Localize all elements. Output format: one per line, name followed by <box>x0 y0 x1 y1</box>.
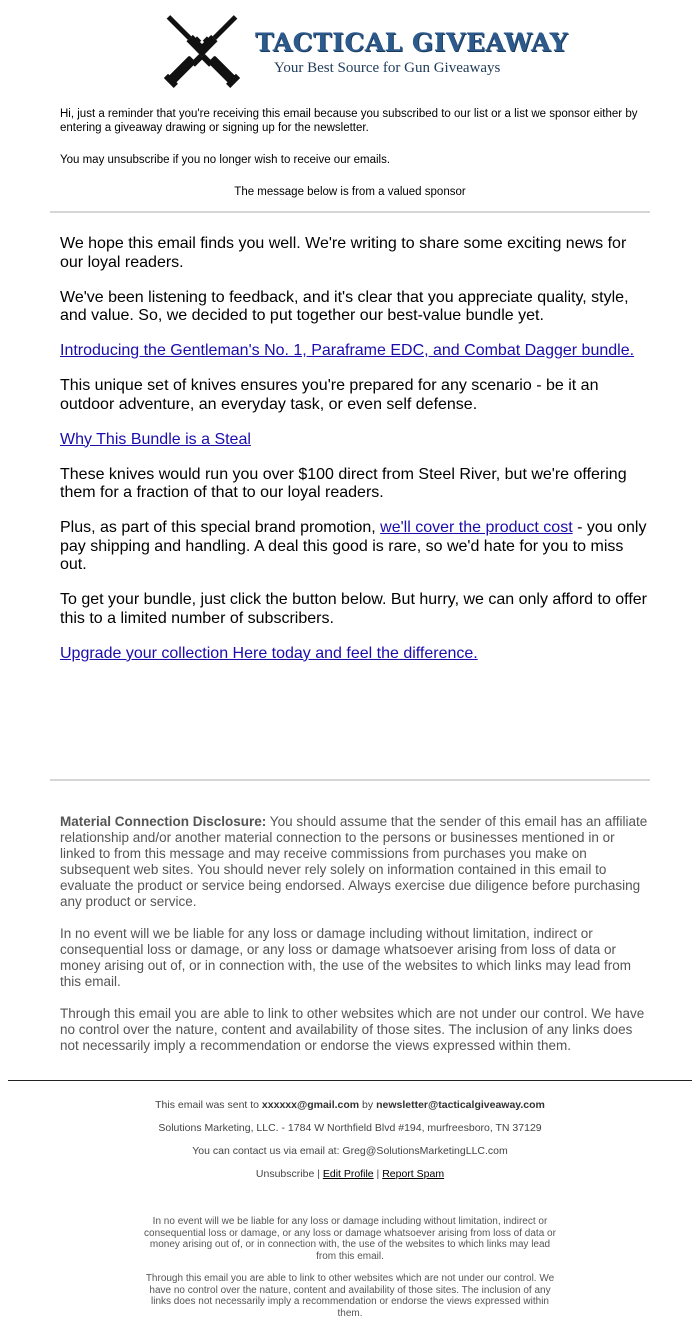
footer-legal <box>140 1216 560 1330</box>
divider-bottom <box>50 779 650 781</box>
footer-separator: | <box>314 1168 323 1180</box>
body-paragraph-promo <box>60 519 650 575</box>
footer-liability: In no event will we be liable for any loss or damage including without limitation, indirect or consequential loss or damage, or any loss or damage whatsoever arising from loss of data or money arising out of, or in connection with, the use of the websites to which links may lead from this email. <box>144 1216 556 1262</box>
body-paragraph: We hope this email finds you well. We're writing to share some exciting news for our loyal readers. <box>60 235 627 271</box>
disclosure-text: You should assume that the sender of this email has an affiliate relationship and/or another material connection to the persons or businesses mentioned in or linked to from this message and may receive commissions from purchases you make on subsequent web sites. You should never rely solely on information contained in this email to evaluate the product or service being endorsed. Always exercise due diligence before purchasing any product or service. <box>60 814 648 909</box>
promo-text-after: - you only pay shipping and handling. A deal this good is rare, so we'd hate for you to miss out. <box>60 519 647 573</box>
disclosure-section <box>60 814 650 1070</box>
postal-address: Solutions Marketing, LLC. - 1784 W Northfield Blvd #194, murfreesboro, TN 37129 <box>158 1122 542 1134</box>
disclosure-heading: Material Connection Disclosure: <box>60 814 267 829</box>
edit-profile-link[interactable]: Edit Profile <box>322 1168 374 1180</box>
body-paragraph: This unique set of knives ensures you're prepared for any scenario - be it an outdoor adventure, an everyday task, or even self defense. <box>60 377 599 413</box>
logo-title: TACTICAL GIVEAWAY <box>255 28 569 57</box>
subscription-reminder: Hi, just a reminder that you're receiving this email because you subscribed to our list or a list we sponsor either by entering a giveaway drawing or signing up for the newsletter. <box>60 108 638 134</box>
report-spam-link[interactable]: Report Spam <box>382 1168 445 1180</box>
unsubscribe-note: You may unsubscribe if you no longer wish to receive our emails. <box>60 154 391 166</box>
recipient-email: xxxxxx@gmail.com <box>261 1099 360 1111</box>
email-header <box>0 0 700 100</box>
logo-tagline: Your Best Source for Gun Giveaways <box>274 60 501 76</box>
liability-paragraph: In no event will we be liable for any loss or damage including without limitation, indirect or consequential loss or damage, or any loss or damage whatsoever arising from loss of data or money arising out of, or in connection with, the use of the websites to which links may lead from this email. <box>60 926 632 989</box>
unsubscribe-link[interactable]: Unsubscribe <box>255 1168 315 1180</box>
footer-divider <box>8 1080 692 1081</box>
body-paragraph: To get your bundle, just click the button below. But hurry, we can only afford to offer this to a limited number of subscribers. <box>60 591 648 627</box>
body-paragraph: These knives would run you over $100 direct from Steel River, but we're offering them for a fraction of that to our loyal readers. <box>60 465 627 501</box>
external-links-paragraph: Through this email you are able to link to other websites which are not under our control. We have no control over the nature, content and availability of those sites. The inclusion of any links does not necessarily imply a recommendation or endorse the views expressed within them. <box>60 1006 645 1053</box>
bundle-intro-link[interactable]: Introducing the Gentleman's No. 1, Paraframe EDC, and Combat Dagger bundle. <box>60 342 635 359</box>
message-body <box>60 235 650 680</box>
crossed-rifles-icon <box>156 8 248 100</box>
email-footer <box>100 1099 600 1191</box>
sent-by: by <box>359 1099 377 1111</box>
upgrade-collection-link[interactable]: Upgrade your collection Here today and feel the difference. <box>60 644 478 662</box>
bundle-steal-link[interactable]: Why This Bundle is a Steal <box>60 430 251 448</box>
footer-links <box>100 1168 600 1180</box>
footer-links-disclaimer: Through this email you are able to link to other websites which are not under our control. We have no control over the nature, content and availability of those sites. The inclusion of any links does not necessarily imply a recommendation or endorse the views expressed within them. <box>145 1273 555 1319</box>
sent-to-prefix: This email was sent to <box>155 1099 262 1111</box>
contact-line: You can contact us via email at: Greg@SolutionsMarketingLLC.com <box>192 1145 508 1157</box>
material-connection-disclosure <box>60 814 650 910</box>
divider-top <box>50 211 650 213</box>
body-paragraph: We've been listening to feedback, and it's clear that you appreciate quality, style, and value. So, we decided to put together our best-value bundle yet. <box>60 288 629 324</box>
footer-separator: | <box>373 1168 383 1180</box>
intro-section <box>60 108 650 168</box>
sponsor-note: The message below is from a valued sponsor <box>234 186 466 198</box>
sent-to-line <box>100 1099 600 1111</box>
promo-text-before: Plus, as part of this special brand promotion, <box>60 519 381 536</box>
sender-email: newsletter@tacticalgiveaway.com <box>376 1099 545 1111</box>
product-cost-link[interactable]: we'll cover the product cost <box>380 519 573 536</box>
